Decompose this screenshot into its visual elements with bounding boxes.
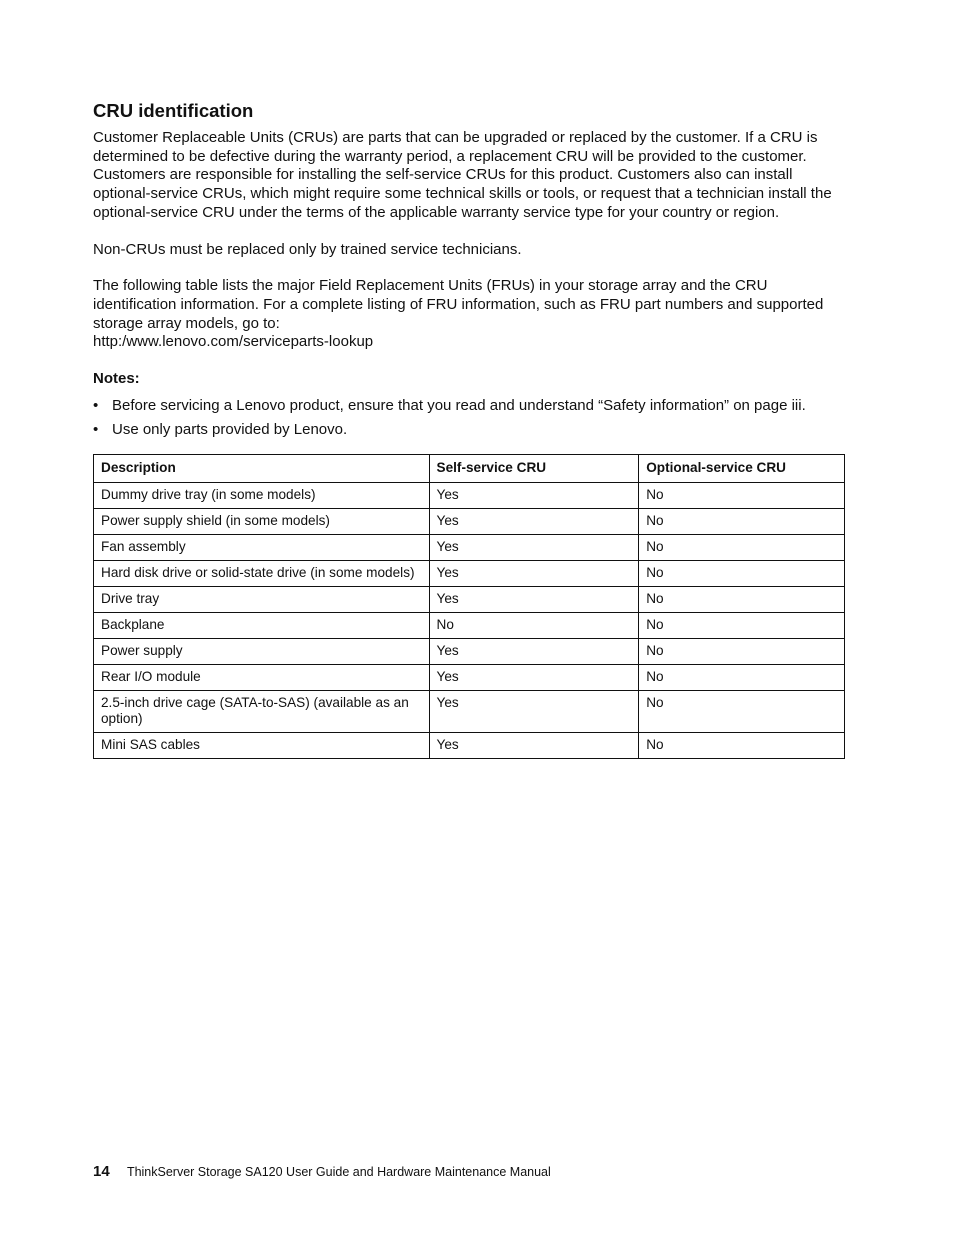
cell-description: Mini SAS cables	[94, 732, 430, 758]
cell-self-service: Yes	[429, 534, 639, 560]
header-description: Description	[94, 455, 430, 483]
serviceparts-link[interactable]: http:/www.lenovo.com/serviceparts-lookup	[93, 333, 374, 351]
cell-self-service: No	[429, 612, 639, 638]
page-content	[93, 99, 848, 759]
cell-description: Fan assembly	[94, 534, 430, 560]
table-row	[94, 612, 845, 638]
cell-self-service: Yes	[429, 638, 639, 664]
cell-description: 2.5-inch drive cage (SATA-to-SAS) (available as an option)	[94, 690, 430, 732]
header-self-service: Self-service CRU	[429, 455, 639, 483]
cell-optional-service: No	[639, 560, 845, 586]
cell-optional-service: No	[639, 586, 845, 612]
cell-description: Rear I/O module	[94, 664, 430, 690]
cell-self-service: Yes	[429, 482, 639, 508]
section-title: CRU identification	[93, 100, 254, 121]
cell-optional-service: No	[639, 534, 845, 560]
cell-optional-service: No	[639, 612, 845, 638]
table-row	[94, 690, 845, 732]
cell-self-service: Yes	[429, 560, 639, 586]
table-row	[94, 664, 845, 690]
bullet-icon: •	[93, 421, 99, 439]
cell-self-service: Yes	[429, 690, 639, 732]
table-row	[94, 586, 845, 612]
cell-optional-service: No	[639, 690, 845, 732]
table-row	[94, 508, 845, 534]
table-header-row	[94, 455, 845, 483]
intro-paragraph: Customer Replaceable Units (CRUs) are parts that can be upgraded or replaced by the customer. If a CRU is determined to be defective during the warranty period, a replacement CRU will be provided to the customer. Customers are responsible for installing the self-service CRUs for this product. Customers also can install optional-service CRUs, which might require some technical skills or tools, or request that a technician install the optional-service CRU under the terms of the applicable warranty service type for your country or region.	[93, 129, 832, 221]
fru-paragraph-text: The following table lists the major Field Replacement Units (FRUs) in your storage array and the CRU identification information. For a complete listing of FRU information, such as FRU part numbers and supported storage array models, go to:	[93, 277, 824, 332]
page-number: 14	[93, 1163, 110, 1180]
cell-description: Power supply	[94, 638, 430, 664]
table-row	[94, 482, 845, 508]
footer-doc-title: ThinkServer Storage SA120 User Guide and Hardware Maintenance Manual	[126, 1165, 551, 1179]
cell-description: Backplane	[94, 612, 430, 638]
header-optional-service: Optional-service CRU	[639, 455, 845, 483]
table-row	[94, 560, 845, 586]
note-text: Use only parts provided by Lenovo.	[112, 421, 348, 439]
table-row	[94, 732, 845, 758]
fru-paragraph	[93, 277, 848, 352]
cell-optional-service: No	[639, 638, 845, 664]
cell-self-service: Yes	[429, 732, 639, 758]
page-footer	[93, 1164, 551, 1180]
cell-description: Dummy drive tray (in some models)	[94, 482, 430, 508]
cell-optional-service: No	[639, 508, 845, 534]
cru-table	[93, 454, 845, 759]
notes-list	[93, 397, 848, 440]
cell-optional-service: No	[639, 482, 845, 508]
cell-optional-service: No	[639, 732, 845, 758]
notes-heading: Notes:	[93, 370, 140, 388]
cell-description: Hard disk drive or solid-state drive (in some models)	[94, 560, 430, 586]
cell-optional-service: No	[639, 664, 845, 690]
table-row	[94, 534, 845, 560]
non-cru-paragraph: Non-CRUs must be replaced only by trained service technicians.	[93, 240, 522, 258]
cell-self-service: Yes	[429, 586, 639, 612]
cell-description: Power supply shield (in some models)	[94, 508, 430, 534]
list-item	[93, 397, 848, 416]
note-text: Before servicing a Lenovo product, ensure that you read and understand “Safety information” on page iii.	[112, 396, 806, 414]
list-item	[93, 421, 848, 440]
cell-self-service: Yes	[429, 508, 639, 534]
bullet-icon: •	[93, 396, 99, 414]
table-row	[94, 638, 845, 664]
cell-description: Drive tray	[94, 586, 430, 612]
cell-self-service: Yes	[429, 664, 639, 690]
